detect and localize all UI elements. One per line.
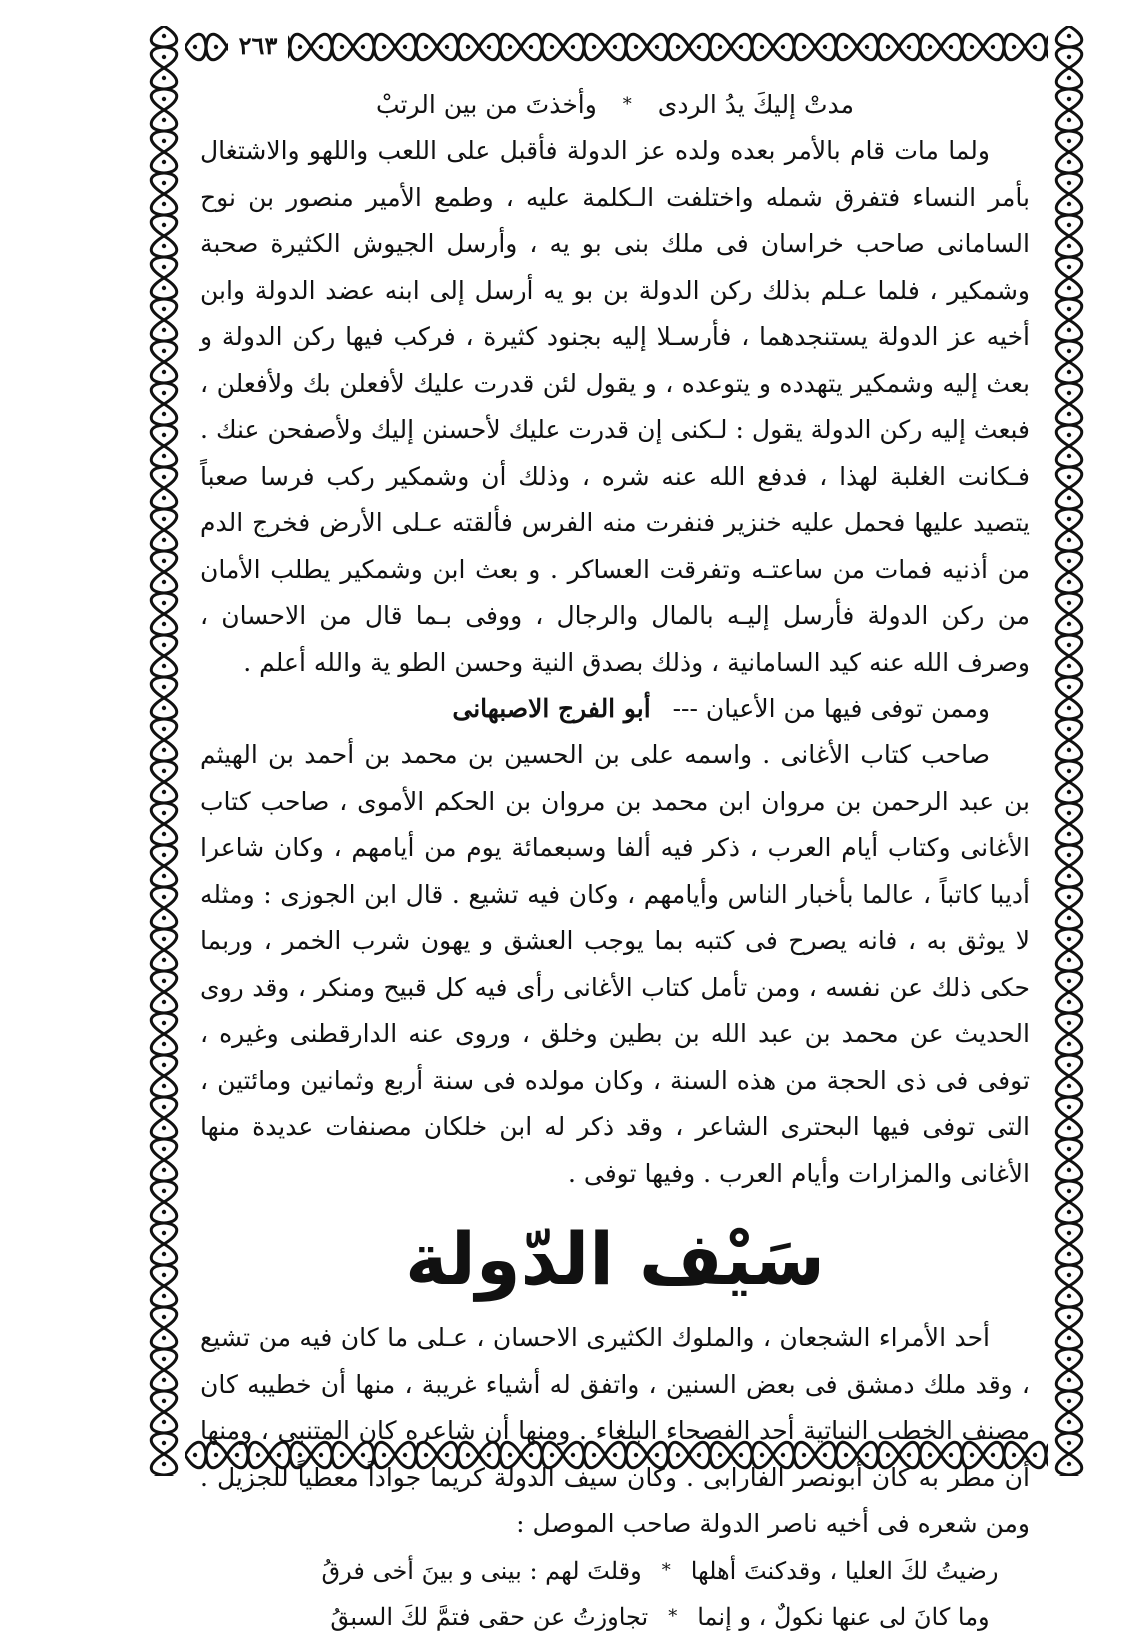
calligraphic-title: [200, 1197, 1030, 1315]
poem-hemistich-right: وما كانَ لى عنها نكولٌ ، و إنما: [697, 1602, 990, 1631]
poem-line: [200, 1548, 1030, 1594]
calligraphic-title-text: سَيْف الدّولة: [405, 1217, 825, 1301]
verse-hemistich-left: وأخذتَ من بين الرتبْ: [376, 90, 597, 119]
ornament-border-right: [1048, 26, 1090, 1476]
ornament-border-left: [143, 26, 185, 1476]
poem-hemistich-right: رضيتُ لكَ العليا ، وقدكنتَ أهلها: [690, 1556, 999, 1585]
paragraph-sayf-al-dawla: أحد الأمراء الشجعان ، والملوك الكثيرى الاحسان ، عـلى ما كان فيه من تشيع ، وقد ملك دمشق فى بعض السنين ، واتفق له أشياء غريبة ، منها أن خطيبه كان مصنف الخطب النباتية أحد الفصحاء البلغاء . ومنها أن شاعره كان المتنبى ، ومنها أن مطر به كان أبونصر الفارابى . وكان سيف الدولة كريما جواداً معطياً للجزيل . ومن شعره فى أخيه ناصر الدولة صاحب الموصل :: [200, 1323, 1030, 1538]
page-number: ٢٦٣: [228, 30, 288, 62]
paragraph-abu-al-faraj: صاحب كتاب الأغانى . واسمه على بن الحسين بن محمد بن أحمد بن الهيثم بن عبد الرحمن بن مروان ابن محمد بن مروان بن الحكم الأموى ، صاحب كتاب الأغانى وكتاب أيام العرب ، ذكر فيه ألفا وسبعمائة يوم من أيامهم ، وكان شاعرا أديبا كاتباً ، عالما بأخبار الناس وأيامهم ، وكان فيه تشيع . قال ابن الجوزى : ومثله لا يوثق به ، فانه يصرح فى كتبه بما يوجب العشق و يهون شرب الخمر ، وربما حكى ذلك عن نفسه ، ومن تأمل كتاب الأغانى رأى فيه كل قبيح ومنكر ، وقد روى الحديث عن محمد بن عبد الله بن بطين وخلق ، وروى عنه الدارقطنى وغيره ، توفى فى ذى الحجة من هذه السنة ، وكان مولده فى سنة أربع وثمانين ومائتين ، التى توفى فيها البحترى الشاعر ، وقد ذكر له ابن خلكان مصنفات عديدة منها الأغانى والمزارات وأيام العرب . وفيها توفى .: [200, 740, 1030, 1188]
verse-separator: *: [622, 94, 632, 115]
section-heading: [200, 686, 1030, 732]
section-heading-lead: وممن توفى فيها من الأعيان ---: [672, 694, 990, 723]
opening-verse: [200, 82, 1030, 128]
poem-hemistich-left: تجاوزتُ عن حقى فتمَّ لكَ السبقُ: [330, 1602, 649, 1631]
poem-hemistich-left: وقلتَ لهم : بينى و بينَ أخى فرقُ: [321, 1556, 642, 1585]
page-content: [200, 82, 1030, 1640]
poem-separator: *: [668, 1605, 678, 1627]
poem-separator: *: [661, 1559, 671, 1581]
section-heading-name: أبو الفرج الاصبهانى: [452, 694, 651, 723]
paragraph-izz-al-dawla: ولما مات قام بالأمر بعده ولده عز الدولة فأقبل على اللعب واللهو والاشتغال بأمر النساء فتفرق شمله واختلفت الـكلمة عليه ، وطمع الأمير منصور بن نوح السامانى صاحب خراسان فى ملك بنى بو يه ، وأرسل الجيوش الكثيرة صحبة وشمكير ، فلما عـلم بذلك ركن الدولة بن بو يه أرسل إلى ابنه عضد الدولة وابن أخيه عز الدولة يستنجدهما ، فأرسـلا إليه بجنود كثيرة ، فركب فيها ركن الدولة و بعث إليه وشمكير يتهدده و يتوعده ، و يقول لئن قدرت عليك لأفعلن بك ولأفعلن ، فبعث إليه ركن الدولة يقول : لـكنى إن قدرت عليك لأحسنن إليك ولأصفحن عنك . فـكانت الغلبة لهذا ، فدفع الله عنه شره ، وذلك أن وشمكير ركب فرسا صعباً يتصيد عليها فحمل عليه خنزير فنفرت منه الفرس فألقته عـلى الأرض فخرج الدم من أذنيه فمات من ساعتـه وتفرقت العساكر . و بعث ابن وشمكير يطلب الأمان من ركن الدولة فأرسل إليـه بالمال والرجال ، ووفى بـما قال من الاحسان ، وصرف الله عنه كيد السامانية ، وذلك بصدق النية وحسن الطو ية والله أعلم .: [200, 136, 1031, 677]
verse-hemistich-right: مدتْ إليكَ يدُ الردى: [657, 90, 855, 119]
poem-line: [200, 1594, 1030, 1640]
